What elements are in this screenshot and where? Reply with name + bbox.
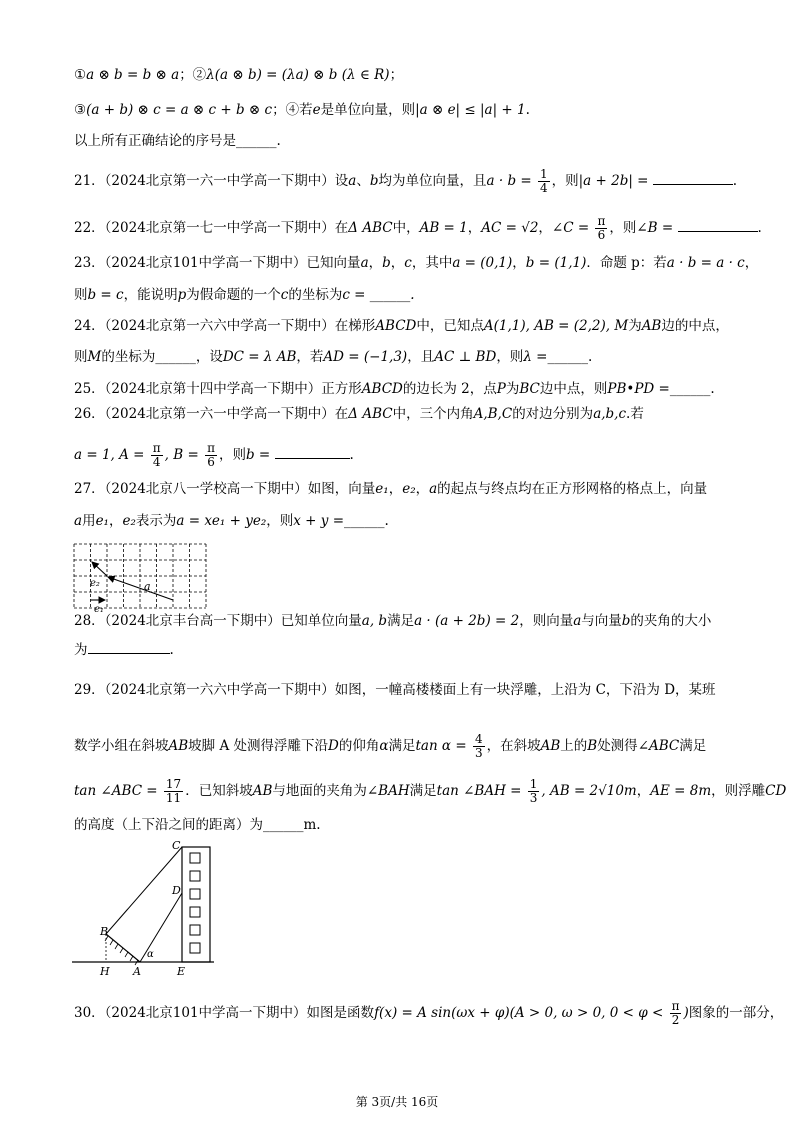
question-21: 21．（2024北京第一六一中学高一下期中）设a、b均为单位向量，且a · b = $\frac{1}{4}$ ，则|a + 2b| = . bbox=[74, 167, 738, 195]
question-30: 30．（2024北京101中学高一下期中）如图是函数f(x) = A sin(ωx + φ)(A > 0, ω > 0, 0 < φ < $\frac{\pi}{2}$ )图象的一部分， bbox=[74, 999, 784, 1027]
line-BC bbox=[106, 847, 182, 934]
question-29-line-3: tan ∠ABC = $\frac{17}{11}$ ．已知斜坡AB与地面的夹角为∠BAH满足tan ∠BAH = $\frac{1}{3}$ , AB = 2√10m，AE = 8m，则浮雕CD bbox=[74, 777, 787, 805]
fraction: $\frac{17}{11}$ bbox=[165, 777, 182, 805]
label-alpha: α bbox=[147, 949, 154, 960]
label-e2: e₂ bbox=[90, 578, 100, 589]
question-29-line-1: 29．（2024北京第一六六中学高一下期中）如图，一幢高楼楼面上有一块浮雕，上沿为 C，下沿为 D，某班 bbox=[74, 682, 716, 698]
label-E: E bbox=[177, 965, 186, 978]
fraction: $\frac{1}{4}$ bbox=[539, 167, 548, 195]
grid-lines bbox=[74, 544, 206, 608]
question-26-line-1: 26．（2024北京第一六一中学高一下期中）在Δ ABC中，三个内角A,B,C的对边分别为a,b,c.若 bbox=[74, 406, 644, 422]
question-27-line-1: 27．（2024北京八一学校高一下期中）如图，向量e₁，e₂，a的起点与终点均在正方形网格的格点上，向量 bbox=[74, 481, 708, 497]
statement-line-1: ①a ⊗ b = b ⊗ a；②λ(a ⊗ b) = (λa) ⊗ b (λ ∈ R)； bbox=[74, 67, 404, 83]
vector-grid-figure bbox=[72, 542, 208, 612]
question-22: 22．（2024北京第一七一中学高一下期中）在Δ ABC中，AB = 1，AC = √2，∠C = $\frac{\pi}{6}$ ，则∠B = . bbox=[74, 214, 762, 242]
building bbox=[182, 847, 210, 962]
fraction: $\frac{\pi}{6}$ bbox=[207, 441, 215, 469]
fraction: $\frac{4}{3}$ bbox=[474, 732, 483, 760]
question-23-line-1: 23．（2024北京101中学高一下期中）已知向量a，b，c，其中a = (0,1)，b = (1,1)．命题 p：若a · b = a · c， bbox=[74, 255, 759, 271]
question-28-line-1: 28．（2024北京丰台高一下期中）已知单位向量a, b满足a · (a + 2b) = 2，则向量a与向量b的夹角的大小 bbox=[74, 613, 712, 629]
question-23-line-2: 则b = c，能说明p为假命题的一个c的坐标为c = ______. bbox=[74, 287, 415, 303]
fraction: $\frac{\pi}{2}$ bbox=[671, 999, 680, 1027]
fraction: $\frac{\pi}{4}$ bbox=[152, 441, 161, 469]
vector-e2 bbox=[92, 562, 107, 576]
fraction: $\frac{\pi}{6}$ bbox=[597, 214, 606, 242]
slope-hatching bbox=[105, 936, 138, 965]
fraction: $\frac{1}{3}$ bbox=[529, 777, 538, 805]
question-24-line-2: 则M的坐标为______，设DC = λ AB，若AD = (−1,3)，且AC ⊥ BD，则λ =______. bbox=[74, 349, 593, 365]
question-25: 25．（2024北京第十四中学高一下期中）正方形ABCD的边长为 2，点P为BC边中点，则PB•PD =______. bbox=[74, 381, 715, 397]
label-D: D bbox=[172, 884, 181, 897]
answer-blank[interactable] bbox=[88, 653, 170, 654]
answer-blank[interactable] bbox=[678, 231, 758, 232]
question-29-line-4: 的高度（上下沿之间的距离）为______m. bbox=[74, 817, 321, 833]
statement-line-3: 以上所有正确结论的序号是______. bbox=[74, 133, 281, 149]
windows bbox=[190, 853, 200, 953]
question-26-line-2: a = 1, A = $\frac{\pi}{4}$ , B = $\frac{\pi}{6}$ ，则b = . bbox=[74, 441, 354, 469]
answer-blank[interactable] bbox=[653, 184, 733, 185]
statement-line-2: ③(a + b) ⊗ c = a ⊗ c + b ⊗ c；④若e是单位向量，则|a ⊗ e| ≤ |a| + 1. bbox=[74, 102, 530, 118]
vector-a bbox=[108, 577, 173, 600]
label-e1: e₁ bbox=[94, 604, 104, 612]
question-28-line-2: 为 . bbox=[74, 642, 174, 658]
relief-building-figure bbox=[72, 838, 222, 978]
label-C: C bbox=[172, 839, 181, 852]
label-A: A bbox=[133, 965, 141, 978]
question-27-line-2: a用e₁，e₂表示为a = xe₁ + ye₂，则x + y =______. bbox=[74, 513, 389, 529]
label-a: a bbox=[144, 580, 151, 593]
question-29-line-2: 数学小组在斜坡AB坡脚 A 处测得浮雕下沿D的仰角α满足tan α = $\frac{4}{3}$ ，在斜坡AB上的B处测得∠ABC满足 bbox=[74, 732, 707, 760]
label-B: B bbox=[100, 925, 109, 938]
question-24-line-1: 24．（2024北京第一六六中学高一下期中）在梯形ABCD中，已知点A(1,1), AB = (2,2), M为AB边的中点， bbox=[74, 318, 729, 334]
page-footer: 第 3页/共 16页 bbox=[355, 1095, 439, 1109]
answer-blank[interactable] bbox=[275, 458, 350, 459]
label-H: H bbox=[100, 965, 110, 978]
